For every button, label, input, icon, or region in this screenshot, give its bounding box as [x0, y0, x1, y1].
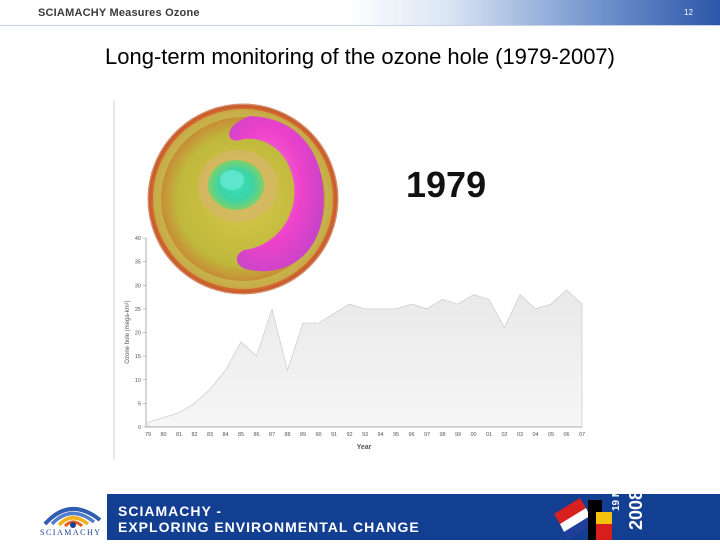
x-tick-label: 93 — [361, 432, 369, 438]
y-tick-label: 30 — [134, 283, 141, 290]
x-tick-label: 06 — [563, 432, 570, 438]
x-tick-label: 79 — [144, 432, 152, 438]
y-tick-label: 0 — [137, 425, 141, 431]
x-tick-label: 86 — [253, 432, 260, 438]
x-tick-label: 97 — [423, 432, 431, 438]
y-tick-label: 25 — [134, 306, 141, 313]
x-tick-label: 05 — [547, 432, 555, 438]
x-tick-label: 91 — [330, 432, 338, 438]
x-tick-label: 03 — [516, 432, 524, 438]
x-tick-label: 80 — [160, 432, 167, 438]
x-tick-label: 87 — [268, 432, 276, 438]
date-day: 19 May — [611, 477, 622, 511]
footer-banner — [0, 477, 720, 540]
x-tick-label: 02 — [501, 432, 508, 438]
date-year: 2008 — [626, 489, 646, 530]
footer-subheadline: EXPLORING ENVIRONMENTAL CHANGE — [118, 519, 420, 535]
sciamachy-logo — [0, 494, 107, 540]
slide-title: Long-term monitoring of the ozone hole (1979-2007) — [105, 44, 615, 69]
x-tick-label: 88 — [284, 432, 291, 438]
x-tick-label: 89 — [299, 432, 307, 438]
x-tick-label: 94 — [377, 432, 384, 438]
x-tick-label: 92 — [346, 432, 353, 438]
x-tick-label: 07 — [578, 432, 586, 438]
y-tick-label: 10 — [134, 377, 141, 384]
header-title: SCIAMACHY Measures Ozone — [38, 7, 200, 19]
x-tick-label: 85 — [237, 432, 245, 438]
x-tick-label: 01 — [485, 432, 493, 438]
y-tick-label: 40 — [134, 236, 141, 242]
x-tick-label: 81 — [175, 432, 183, 438]
y-tick-label: 20 — [134, 330, 141, 337]
year-label: 1979 — [406, 164, 487, 205]
y-tick-label: 35 — [134, 259, 141, 266]
x-tick-label: 84 — [222, 432, 229, 438]
page-number: 12 — [684, 8, 693, 17]
y-tick-label: 5 — [137, 401, 141, 408]
x-tick-label: 04 — [532, 432, 539, 438]
x-tick-label: 82 — [191, 432, 198, 438]
x-tick-label: 96 — [408, 432, 415, 438]
footer-headline: SCIAMACHY - — [118, 503, 223, 519]
x-tick-label: 98 — [439, 432, 446, 438]
x-tick-label: 83 — [206, 432, 214, 438]
ozone-hole-area-series — [148, 290, 582, 427]
country-flags-graphic — [550, 494, 612, 540]
x-tick-label: 00 — [470, 432, 477, 438]
x-tick-label: 90 — [315, 432, 322, 438]
x-tick-label: 99 — [454, 432, 462, 438]
x-axis-label: Year — [356, 444, 372, 451]
ozone-globe-image — [149, 105, 337, 293]
y-axis-label: Ozone hole (mega-km²) — [125, 300, 131, 364]
x-tick-label: 95 — [392, 432, 400, 438]
y-tick-label: 15 — [134, 354, 141, 361]
logo-text: SCIAMACHY — [40, 528, 102, 537]
